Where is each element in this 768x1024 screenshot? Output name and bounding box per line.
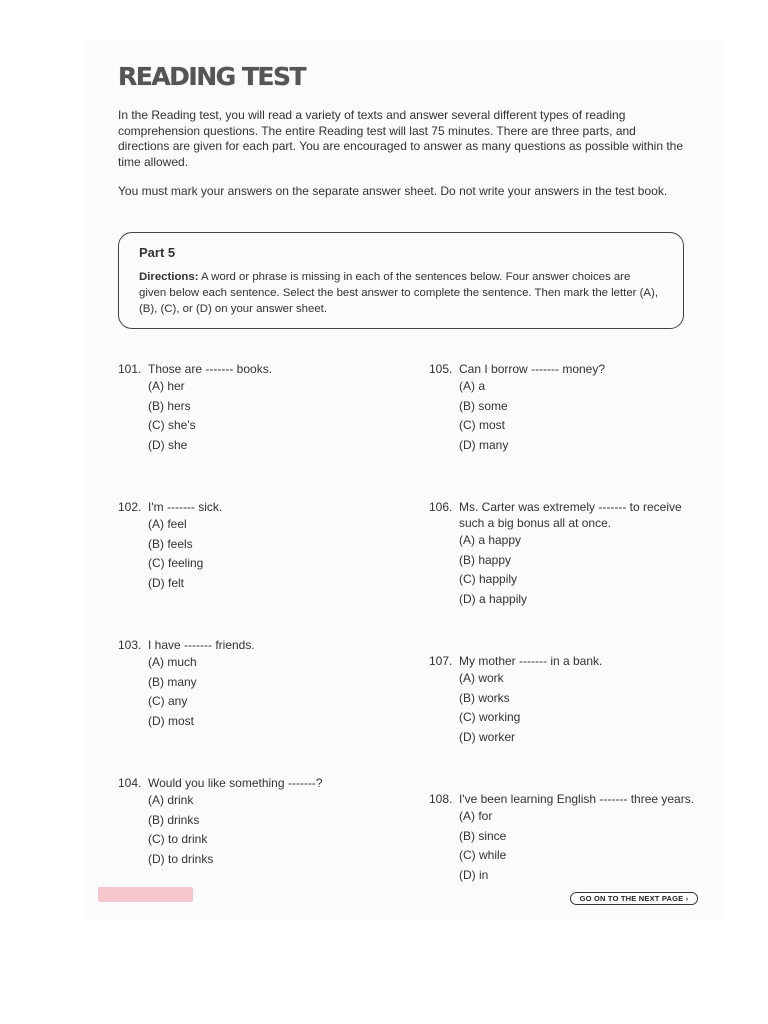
intro-instructions: You must mark your answers on the separate answer sheet. Do not write your answers in the test book. [118, 184, 668, 198]
question-105 [429, 361, 709, 455]
option-d[interactable]: (D) to drinks [148, 851, 214, 866]
question-stem: Would you like something -------? [148, 776, 323, 790]
question-number: 102. [118, 500, 142, 514]
question-stem: Ms. Carter was extremely ------- to receive such a big bonus all at once. [459, 500, 682, 530]
intro-paragraph: In the Reading test, you will read a variety of texts and answer several different types of reading comprehension questions. The entire Reading test will last 75 minutes. There are three parts, and directions are given for each part. You are encouraged to answer as many questions as possible within the time allowed. [118, 108, 684, 169]
option-b[interactable]: (B) some [459, 398, 508, 413]
question-stem: Can I borrow ------- money? [459, 362, 606, 376]
question-102 [118, 499, 398, 593]
option-d[interactable]: (D) most [148, 713, 194, 728]
question-108 [429, 791, 709, 885]
option-a[interactable]: (A) drink [148, 793, 194, 807]
part-directions-box [118, 232, 684, 329]
option-c[interactable]: (C) while [459, 848, 507, 863]
question-number: 107. [429, 654, 453, 668]
question-107 [429, 653, 709, 747]
option-d[interactable]: (D) felt [148, 575, 184, 590]
option-a[interactable]: (A) feel [148, 517, 187, 531]
option-d[interactable]: (D) a happily [459, 591, 528, 606]
question-stem: My mother ------- in a bank. [459, 654, 603, 668]
question-106 [429, 499, 709, 609]
option-c[interactable]: (C) she's [148, 418, 196, 433]
option-a[interactable]: (A) a happy [459, 533, 522, 547]
question-104 [118, 775, 408, 869]
question-stem: Those are ------- books. [148, 362, 273, 376]
option-b[interactable]: (B) works [459, 690, 510, 705]
option-c[interactable]: (C) working [459, 710, 521, 725]
option-b[interactable]: (B) since [459, 828, 507, 843]
option-a[interactable]: (A) much [148, 655, 197, 669]
question-number: 105. [429, 362, 453, 376]
option-b[interactable]: (B) drinks [148, 812, 200, 827]
option-d[interactable]: (D) many [459, 437, 509, 452]
option-d[interactable]: (D) she [148, 437, 188, 452]
directions-text: A word or phrase is missing in each of the sentences below. Four answer choices are given below each sentence. Select the best answer to complete the sentence. Then mark the letter (A), (B), (C), or (D) on your answer sheet. [139, 271, 658, 315]
option-c[interactable]: (C) happily [459, 572, 518, 587]
option-b[interactable]: (B) feels [148, 536, 193, 551]
question-number: 108. [429, 792, 453, 806]
option-c[interactable]: (C) most [459, 418, 505, 433]
option-a[interactable]: (A) a [459, 379, 486, 393]
option-b[interactable]: (B) many [148, 674, 197, 689]
option-d[interactable]: (D) in [459, 867, 489, 882]
question-number: 103. [118, 638, 142, 652]
option-a[interactable]: (A) for [459, 809, 493, 823]
option-c[interactable]: (C) any [148, 694, 188, 709]
publisher-logo [98, 887, 193, 902]
question-stem: I've been learning English ------- three years. [459, 792, 695, 806]
question-number: 101. [118, 362, 142, 376]
page-title: READING TEST [118, 62, 306, 91]
question-stem: I'm ------- sick. [148, 500, 223, 514]
option-d[interactable]: (D) worker [459, 729, 515, 744]
question-101 [118, 361, 398, 455]
next-page-button[interactable]: GO ON TO THE NEXT PAGE › [570, 892, 698, 905]
part-title: Part 5 [139, 245, 176, 260]
option-c[interactable]: (C) feeling [148, 556, 204, 571]
option-a[interactable]: (A) work [459, 671, 504, 685]
question-stem: I have ------- friends. [148, 638, 255, 652]
part-directions [139, 269, 659, 317]
question-number: 106. [429, 500, 453, 514]
question-103 [118, 637, 398, 731]
option-c[interactable]: (C) to drink [148, 832, 208, 847]
question-number: 104. [118, 776, 142, 790]
option-b[interactable]: (B) hers [148, 398, 191, 413]
option-a[interactable]: (A) her [148, 379, 185, 393]
option-b[interactable]: (B) happy [459, 552, 512, 567]
directions-label: Directions: [139, 271, 199, 283]
